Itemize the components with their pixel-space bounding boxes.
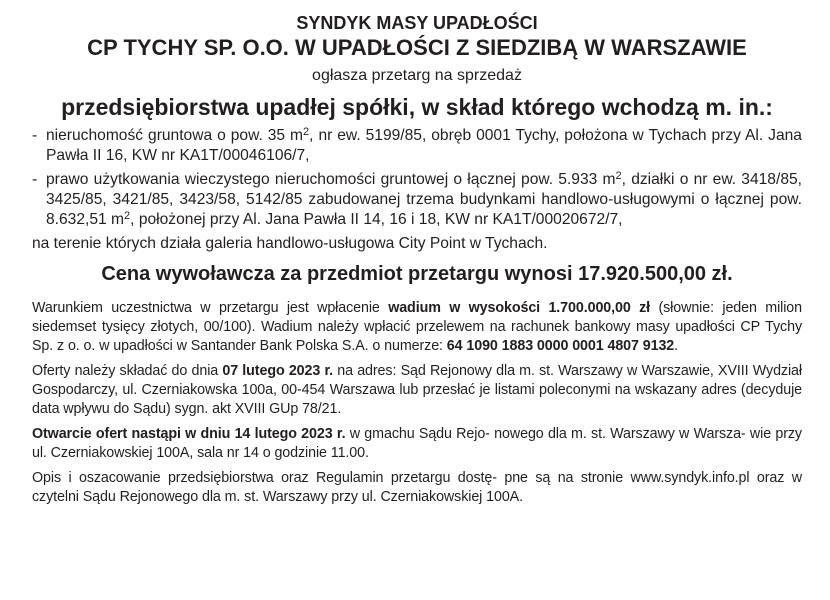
para-text: Warunkiem uczestnictwa w przetargu jest wpłacenie [32, 300, 389, 316]
item-text: , położonej przy Al. Jana Pawła II 14, 16 i 18, KW nr KA1T/00020672/7, [130, 211, 623, 228]
announcement [0, 12, 830, 600]
para-text: w gmachu Sądu Rejo- nowego dla m. st. Warszawy w Warsza- wie przy ul. Czerniakowskiej 100A, sala nr 14 o godzinie 11.00. [32, 426, 802, 461]
asset-list [32, 126, 802, 230]
item-text: , działki o nr ew. 3418/85, 3425/85, 3421/85, 3423/58, 5142/85 zabudowanej trzema budynkami handlowo-usługowymi o łącznej pow. 8.632,51 m [46, 171, 802, 228]
list-item [32, 170, 802, 230]
bank-account-number: 64 1090 1883 0000 0001 4807 9132 [446, 338, 675, 354]
offers-paragraph [32, 362, 802, 419]
opening-date: Otwarcie ofert nastąpi w dniu 14 lutego 2023 r. [32, 426, 346, 442]
wadium-amount: wadium w wysokości 1.700.000,00 zł [388, 300, 651, 316]
list-item [32, 126, 802, 166]
para-text: . [674, 338, 679, 354]
offers-deadline: 07 lutego 2023 r. [222, 363, 334, 379]
superscript: 2 [303, 126, 310, 138]
syndyk-heading: SYNDYK MASY UPADŁOŚCI [296, 13, 538, 33]
list-dash: - [32, 171, 38, 188]
superscript: 2 [615, 170, 622, 182]
subject-heading: przedsiębiorstwa upadłej spółki, w skład którego wchodzą m. in.: [61, 94, 773, 120]
description-paragraph [32, 469, 802, 507]
para-text: (słownie: jeden milion siedemset tysięcy złotych, 00/100). Wadium należy wpłacić przelewem na rachunek bankowy masy upadłości CP Tychy Sp. z o. o. w upadłości w Santander Bank Polska S.A. o numerze: [32, 300, 803, 354]
opening-paragraph [32, 425, 802, 463]
item-text: , nr ew. 5199/85, obręb 0001 Tychy, położona w Tychach przy Al. Jana Pawła II 16, KW nr KA1T/00046106/7, [46, 127, 802, 164]
item-text: prawo użytkowania wieczystego nieruchomości gruntowej o łącznej pow. 5.933 m [46, 171, 616, 188]
item-text: nieruchomość gruntowa o pow. 35 m [46, 127, 304, 144]
company-heading: CP TYCHY SP. O.O. W UPADŁOŚCI Z SIEDZIBĄ W WARSZAWIE [87, 35, 747, 60]
para-text: Oferty należy składać do dnia [32, 363, 223, 379]
wadium-paragraph [32, 299, 802, 356]
list-dash: - [32, 127, 38, 144]
para-text: na adres: Sąd Rejonowy dla m. st. Warszawy w Warszawie, XVIII Wydział Gospodarczy, ul. Czerniakowska 100a, 00-454 Warszawa lub przesłać je listami poleconymi na wskazany adres (decyduje data wpływu do Sądu) sygn. akt XVIII GUp 78/21. [32, 363, 802, 417]
location-line: na terenie których działa galeria handlowo-usługowa City Point w Tychach. [32, 235, 548, 252]
para-text: Opis i oszacowanie przedsiębiorstwa oraz Regulamin przetargu dostę- pne są na stronie www.syndyk.info.pl oraz w czytelni Sądu Rejonowego dla m. st. Warszawy przy ul. Czerniakowskiej 100A. [32, 470, 802, 505]
superscript: 2 [124, 210, 131, 222]
price-heading: Cena wywoławcza za przedmiot przetargu wynosi 17.920.500,00 zł. [101, 263, 733, 285]
announce-line: ogłasza przetarg na sprzedaż [312, 67, 522, 84]
